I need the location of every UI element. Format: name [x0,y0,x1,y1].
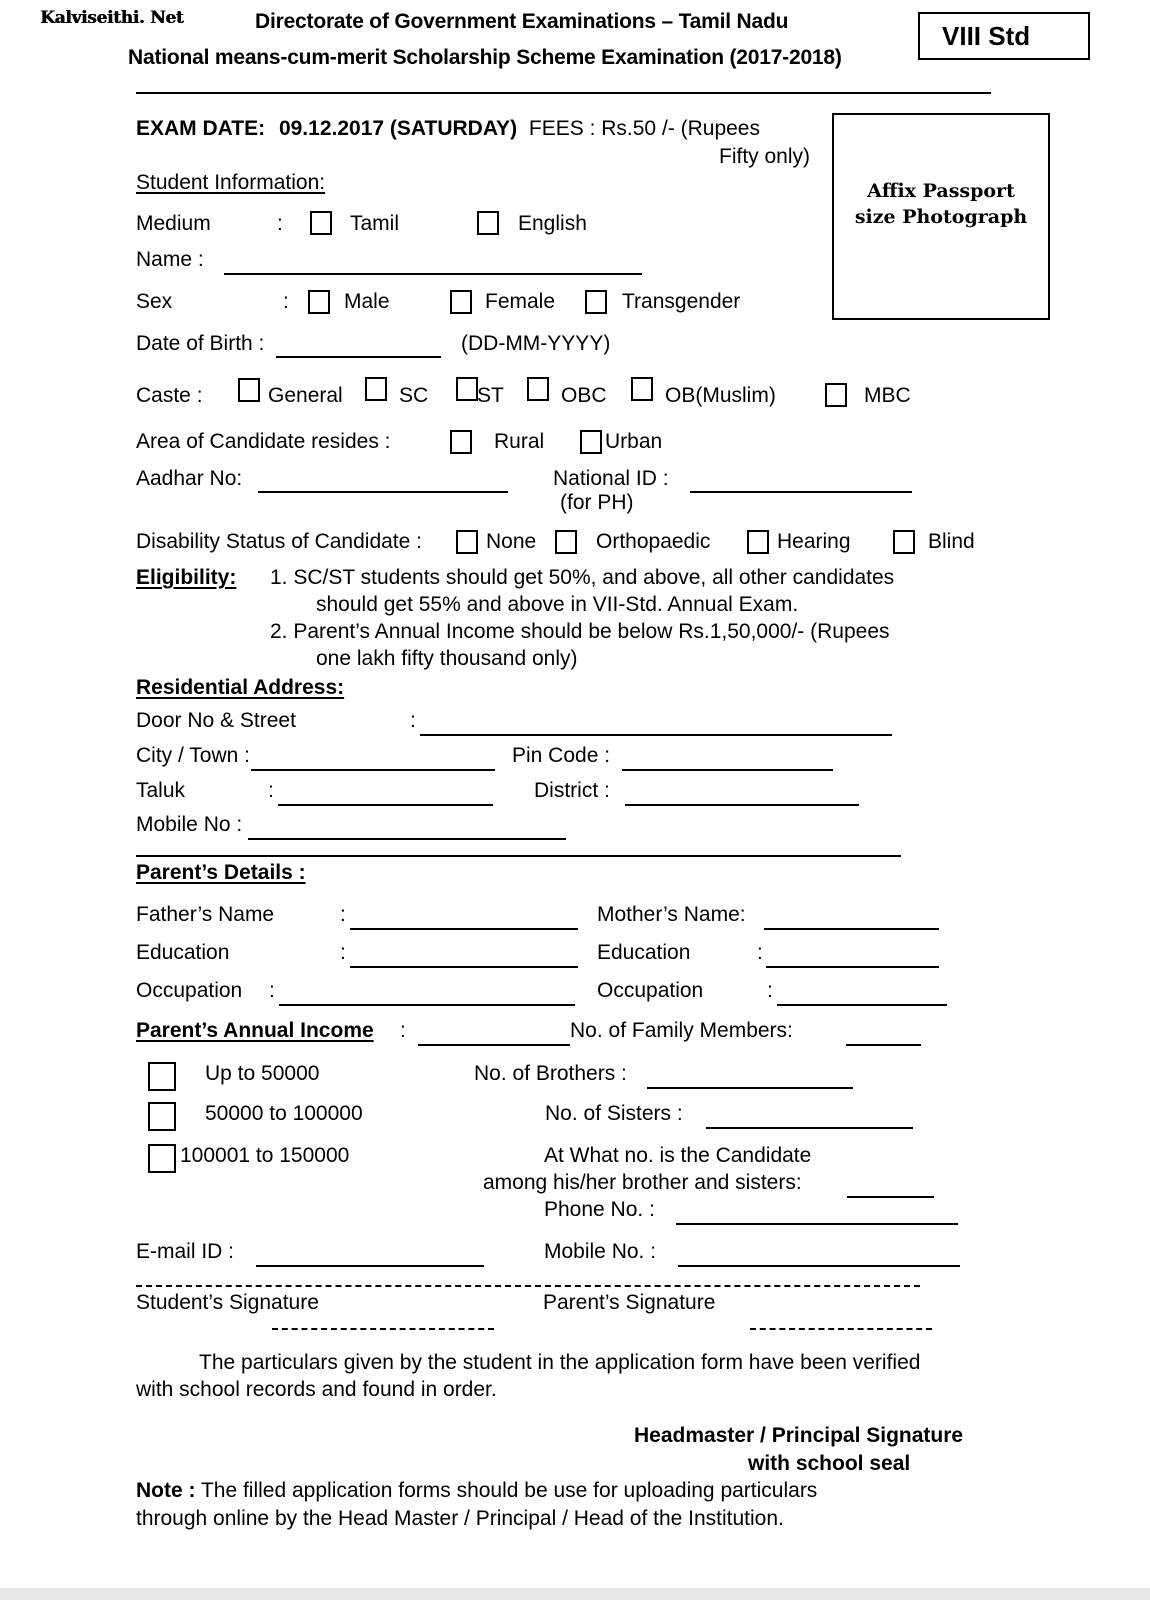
area-label: Area of Candidate resides : [136,430,391,453]
photo-box-line1: Affix Passport [867,180,1015,202]
income-up-to-50000-label: Up to 50000 [205,1062,320,1085]
city-town-label: City / Town : [136,744,250,767]
header-divider [136,92,991,94]
exam-fees: FEES : Rs.50 /- (Rupees [528,117,760,140]
student-information-heading: Student Information: [136,171,326,194]
caste-mbc-label: MBC [864,384,911,407]
disability-blind-checkbox[interactable] [893,530,915,554]
site-logo: Kalviseithi. Net [40,8,184,28]
email-input-line[interactable] [256,1264,484,1267]
medium-english-checkbox[interactable] [477,211,499,235]
dob-label: Date of Birth : [136,332,265,355]
parents-details-heading: Parent’s Details : [136,861,306,884]
disability-hearing-checkbox[interactable] [747,530,769,554]
mother-education-input-line[interactable] [766,965,939,968]
parents-section-divider [136,855,901,857]
address-mobile-input-line[interactable] [248,837,566,840]
header-title-line2: National means-cum-merit Scholarship Scheme Examination (2017-2018) [128,46,842,69]
sisters-label: No. of Sisters : [545,1102,683,1125]
medium-english-label: English [518,212,587,235]
sex-female-checkbox[interactable] [450,290,472,314]
area-urban-checkbox[interactable] [580,430,602,454]
father-name-label: Father’s Name [136,903,275,926]
mother-education-label: Education [597,941,691,964]
caste-sc-label: SC [399,384,429,407]
email-label: E-mail ID : [136,1240,235,1263]
parent-mobile-label: Mobile No. : [544,1240,657,1263]
mother-occupation-input-line[interactable] [777,1003,947,1006]
mother-occupation-colon: : [767,979,773,1002]
candidate-order-line2: among his/her brother and sisters: [483,1171,802,1194]
exam-date-value: 09.12.2017 (SATURDAY) [278,117,518,140]
district-label: District : [534,779,610,802]
pin-code-input-line[interactable] [622,768,833,771]
father-occupation-input-line[interactable] [279,1003,575,1006]
mother-name-label: Mother’s Name: [597,903,746,926]
family-members-label: No. of Family Members: [570,1019,793,1042]
disability-orthopaedic-label: Orthopaedic [596,530,711,553]
photograph-box [832,113,1050,320]
annual-income-input-line[interactable] [418,1043,570,1046]
name-input-line[interactable] [224,272,642,275]
signature-section-divider [136,1285,920,1287]
sex-transgender-label: Transgender [622,290,741,313]
national-id-input-line[interactable] [690,490,912,493]
father-name-colon: : [340,903,346,926]
taluk-label: Taluk [136,779,186,802]
door-street-label: Door No & Street [136,709,296,732]
header-title-line1: Directorate of Government Examinations – Tamil Nadu [255,10,789,33]
dob-format-hint: (DD-MM-YYYY) [461,332,611,355]
disability-blind-label: Blind [928,530,975,553]
disability-label: Disability Status of Candidate : [136,530,422,553]
headmaster-signature-line1: Headmaster / Principal Signature [634,1424,964,1447]
father-occupation-label: Occupation [136,979,243,1002]
caste-ob-muslim-label: OB(Muslim) [665,384,776,407]
eligibility-item1-line1: 1. SC/ST students should get 50%, and above, all other candidates [270,566,895,589]
door-street-colon: : [410,709,416,732]
parent-mobile-input-line[interactable] [678,1264,960,1267]
aadhar-input-line[interactable] [258,490,508,493]
candidate-order-input-line[interactable] [847,1195,934,1198]
father-education-label: Education [136,941,230,964]
income-100001-to-150000-checkbox[interactable] [148,1144,176,1173]
standard-label: VIII Std [942,20,1031,51]
caste-st-checkbox[interactable] [456,377,478,401]
photo-box-line2: size Photograph [854,205,1028,228]
pin-code-label: Pin Code : [512,744,611,767]
taluk-input-line[interactable] [278,803,493,806]
brothers-label: No. of Brothers : [474,1062,627,1085]
taluk-colon: : [268,779,274,802]
medium-label: Medium [136,212,211,235]
note-row1 [136,1480,817,1501]
city-town-input-line[interactable] [251,768,495,771]
candidate-order-line1: At What no. is the Candidate [544,1144,812,1167]
area-urban-label: Urban [605,430,663,453]
note-label: Note : [136,1479,196,1502]
page-bottom-band [0,1588,1150,1600]
income-50000-to-100000-label: 50000 to 100000 [205,1102,363,1125]
father-name-input-line[interactable] [350,927,578,930]
sex-transgender-checkbox[interactable] [585,290,607,314]
parent-phone-label: Phone No. : [544,1198,655,1221]
disability-hearing-label: Hearing [777,530,851,553]
disability-none-label: None [486,530,537,553]
national-id-label: National ID : [553,467,669,490]
exam-date-row [136,118,760,139]
address-mobile-label: Mobile No : [136,813,243,836]
caste-general-checkbox[interactable] [238,378,260,402]
aadhar-label: Aadhar No: [136,467,243,490]
parent-phone-input-line[interactable] [676,1222,958,1225]
caste-ob-muslim-checkbox[interactable] [631,377,653,401]
disability-orthopaedic-checkbox[interactable] [555,530,577,554]
standard-box [918,12,1090,60]
caste-sc-checkbox[interactable] [365,377,387,401]
annual-income-colon: : [400,1019,406,1042]
medium-tamil-label: Tamil [350,212,400,235]
caste-general-label: General [268,384,343,407]
parent-signature-line[interactable] [750,1328,932,1330]
father-education-colon: : [340,941,346,964]
sex-male-label: Male [344,290,390,313]
sex-label: Sex [136,290,173,313]
note-line2: through online by the Head Master / Principal / Head of the Institution. [136,1507,784,1530]
note-line1: The filled application forms should be use for uploading particulars [195,1479,818,1502]
caste-mbc-checkbox[interactable] [825,383,847,407]
brothers-input-line[interactable] [647,1086,853,1089]
sex-female-label: Female [485,290,556,313]
mother-occupation-label: Occupation [597,979,704,1002]
student-signature-line[interactable] [272,1328,494,1330]
exam-fees-cont: Fifty only) [719,145,811,168]
area-rural-checkbox[interactable] [450,430,472,454]
income-50000-to-100000-checkbox[interactable] [148,1102,176,1131]
verification-line1: The particulars given by the student in the application form have been verified [199,1351,921,1374]
caste-label: Caste : [136,384,203,407]
verification-line2: with school records and found in order. [136,1378,497,1401]
name-label: Name : [136,248,204,271]
father-education-input-line[interactable] [350,965,578,968]
residential-address-heading: Residential Address: [136,676,345,699]
student-signature-label: Student’s Signature [136,1291,319,1314]
district-input-line[interactable] [625,803,859,806]
disability-none-checkbox[interactable] [456,530,478,554]
father-occupation-colon: : [269,979,275,1002]
caste-obc-checkbox[interactable] [527,377,549,401]
family-members-input-line[interactable] [846,1043,921,1046]
medium-colon: : [277,212,283,235]
eligibility-item2-line1: 2. Parent’s Annual Income should be below Rs.1,50,000/- (Rupees [270,620,890,643]
exam-date-label: EXAM DATE: [136,117,266,140]
medium-tamil-checkbox[interactable] [310,211,332,235]
eligibility-item2-line2: one lakh fifty thousand only) [316,647,578,670]
sex-male-checkbox[interactable] [308,290,330,314]
mother-education-colon: : [757,941,763,964]
sex-colon: : [283,290,289,313]
income-100001-to-150000-label: 100001 to 150000 [180,1144,350,1167]
eligibility-heading: Eligibility: [136,566,237,589]
national-id-note: (for PH) [560,491,634,514]
parent-signature-label: Parent’s Signature [543,1291,716,1314]
door-street-input-line[interactable] [420,733,892,736]
dob-input-line[interactable] [276,355,441,358]
eligibility-item1-line2: should get 55% and above in VII-Std. Annual Exam. [316,593,799,616]
caste-st-label: ST [477,384,504,407]
headmaster-signature-line2: with school seal [748,1452,911,1475]
income-up-to-50000-checkbox[interactable] [148,1062,176,1091]
area-rural-label: Rural [494,430,545,453]
sisters-input-line[interactable] [706,1126,913,1129]
caste-obc-label: OBC [561,384,607,407]
annual-income-heading: Parent’s Annual Income [136,1019,374,1042]
mother-name-input-line[interactable] [764,927,939,930]
